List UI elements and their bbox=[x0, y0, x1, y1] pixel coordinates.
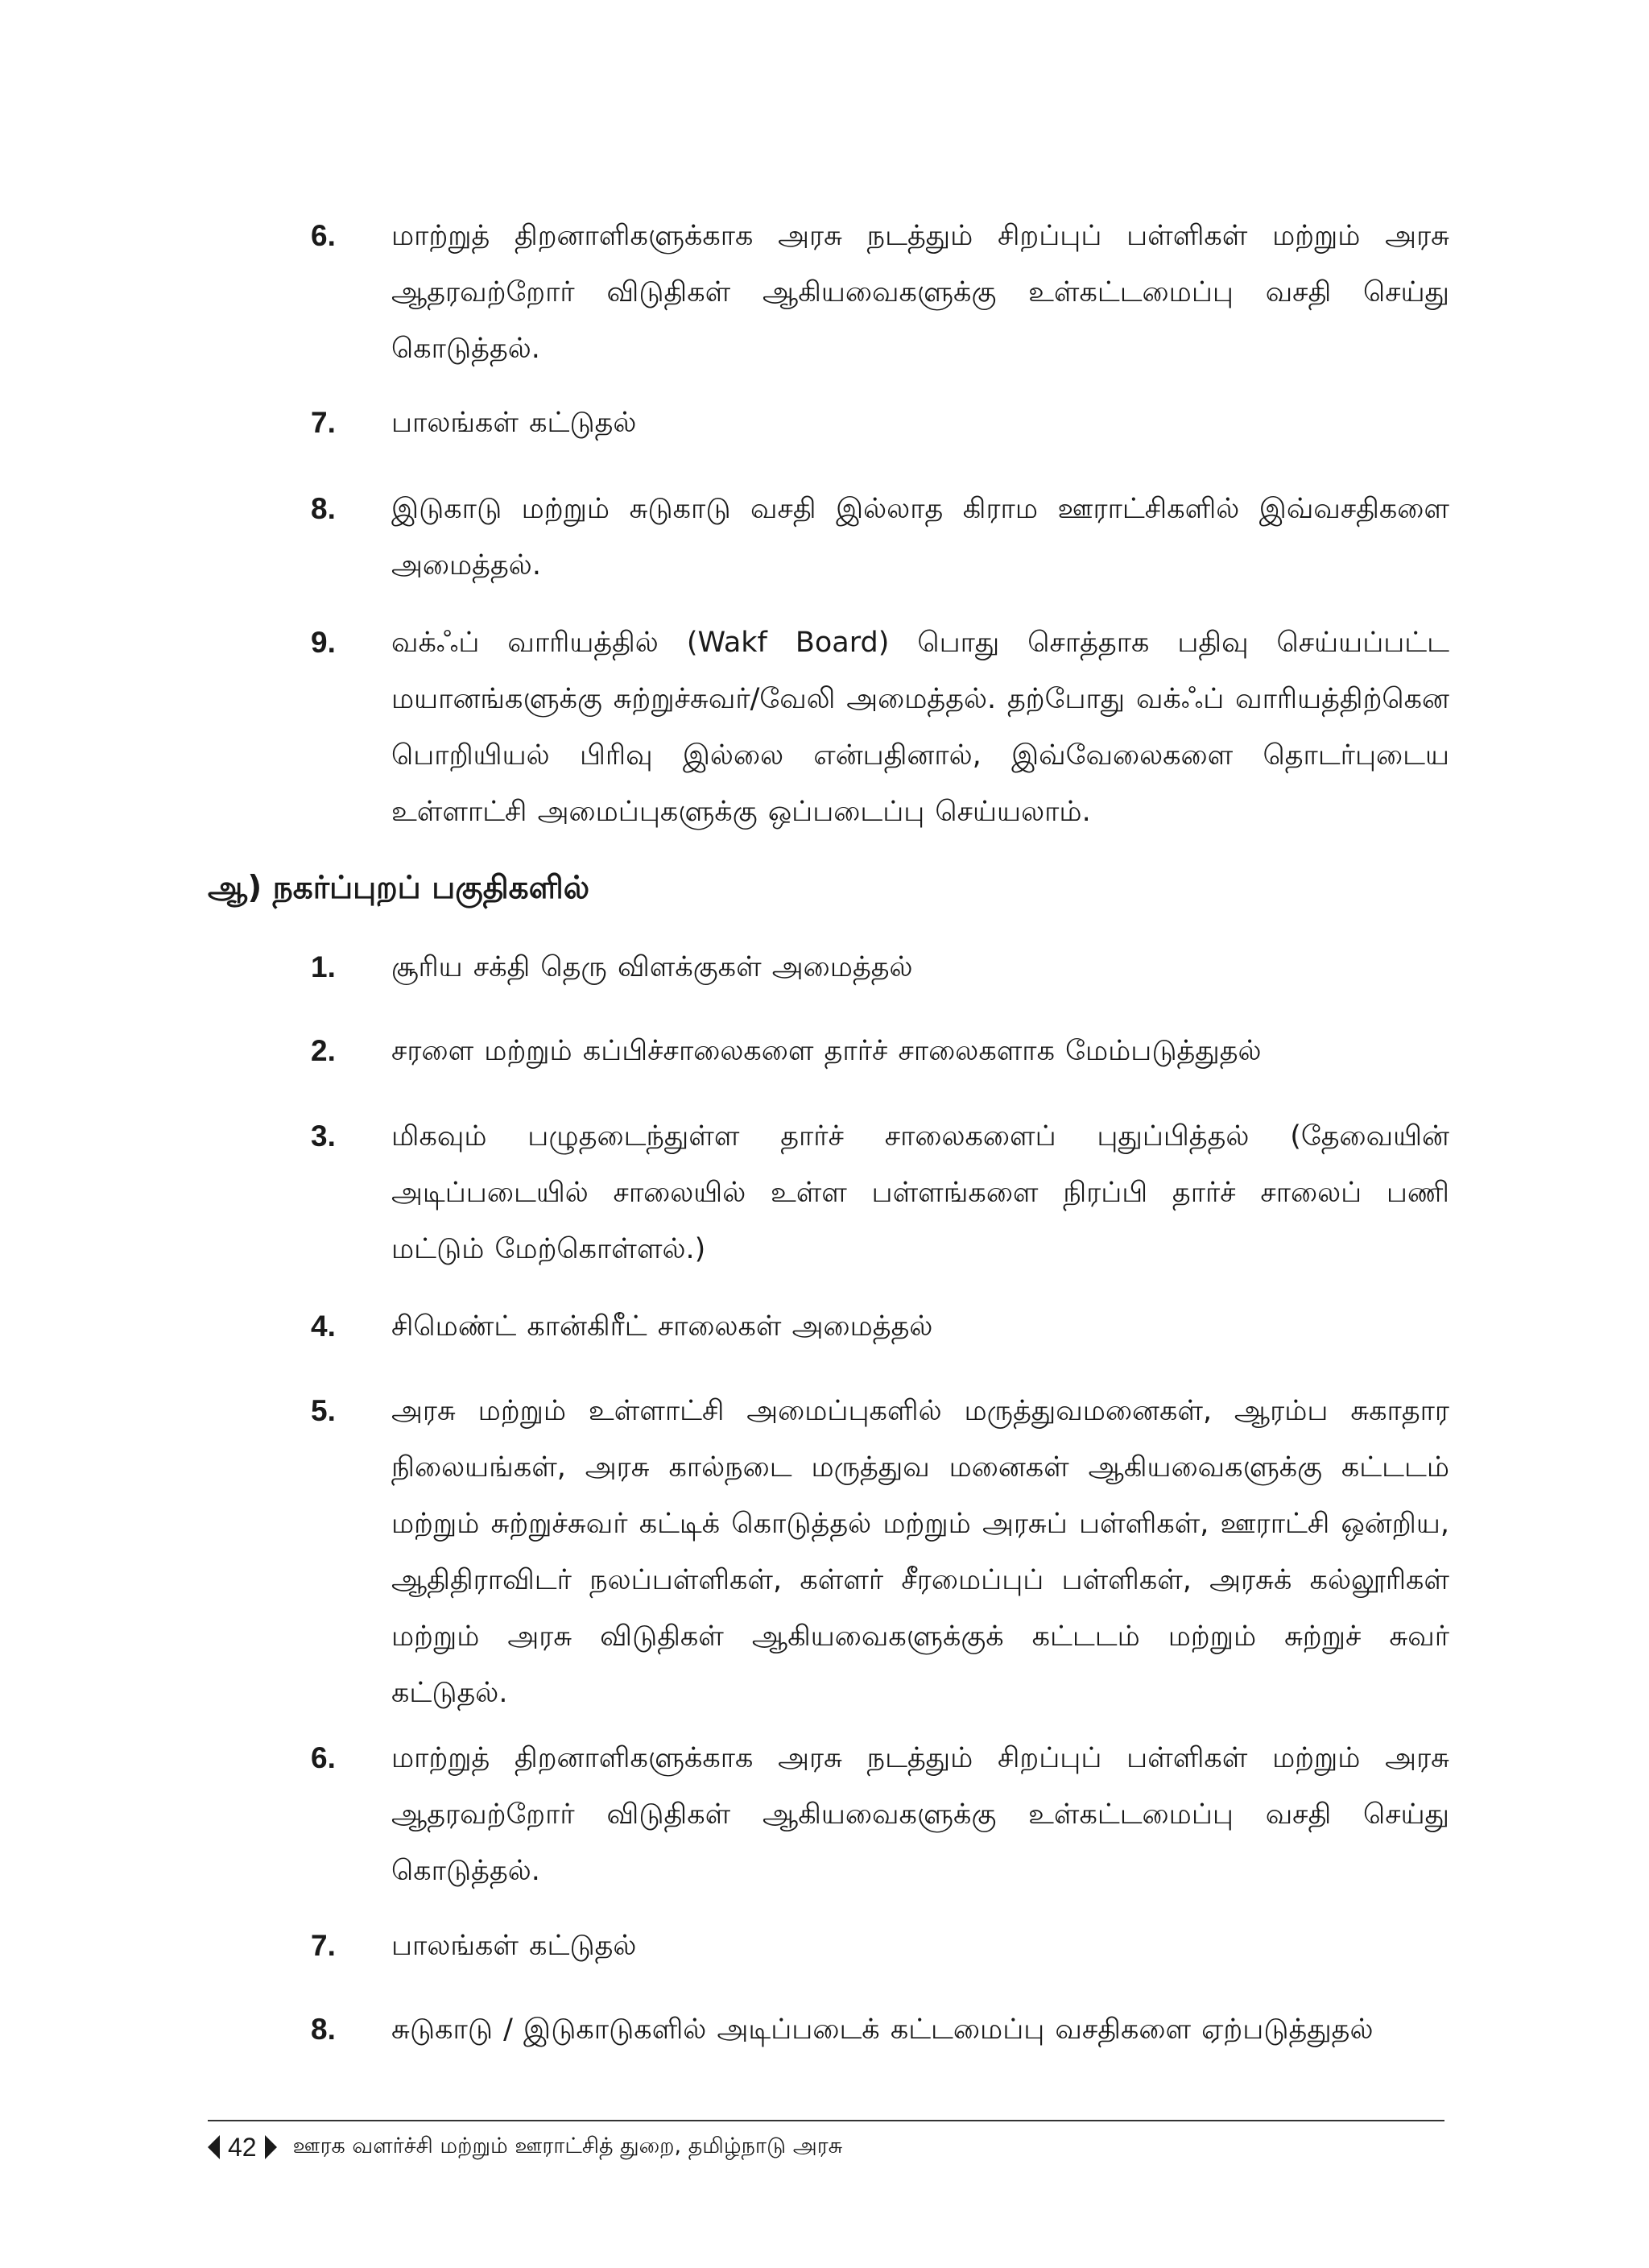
triangle-left-icon bbox=[208, 2135, 220, 2159]
item-number: 6. bbox=[311, 1741, 336, 1774]
item-text: வக்ஃப் வாரியத்தில் (Wakf Board) பொது சொத்தாக பதிவு செய்யப்பட்ட மயானங்களுக்கு சுற்றுச்சுவர்/வேலி அமைத்தல். தற்போது வக்ஃப் வாரியத்திற்கென பொறியியல் பிரிவு இல்லை என்பதினால், இவ்வேலைகளை தொடர்புடைய உள்ளாட்சி அமைப்புகளுக்கு ஒப்படைப்பு செய்யலாம். bbox=[391, 627, 1449, 828]
item-number: 9. bbox=[311, 626, 336, 659]
footer-divider bbox=[208, 2120, 1444, 2121]
item-text: சரளை மற்றும் கப்பிச்சாலைகளை தார்ச் சாலைகளாக மேம்படுத்துதல் bbox=[391, 1035, 1262, 1067]
item-number: 7. bbox=[311, 1929, 336, 1962]
item-text: அரசு மற்றும் உள்ளாட்சி அமைப்புகளில் மருத்துவமனைகள், ஆரம்ப சுகாதார நிலையங்கள், அரசு கால்நடை மருத்துவ மனைகள் ஆகியவைகளுக்கு கட்டடம் மற்றும் சுற்றுச்சுவர் கட்டிக் கொடுத்தல் மற்றும் அரசுப் பள்ளிகள், ஊராட்சி ஒன்றிய, ஆதிதிராவிடர் நலப்பள்ளிகள், கள்ளர் சீரமைப்புப் பள்ளிகள், அரசுக் கல்லூரிகள் மற்றும் அரசு விடுதிகள் ஆகியவைகளுக்குக் கட்டடம் மற்றும் சுற்றுச் சுவர் கட்டுதல். bbox=[391, 1395, 1449, 1709]
section-heading: ஆ) நகர்ப்புறப் பகுதிகளில் bbox=[208, 870, 590, 906]
item-number: 8. bbox=[311, 492, 336, 525]
triangle-right-icon bbox=[265, 2135, 277, 2159]
item-number: 1. bbox=[311, 950, 336, 983]
item-number: 6. bbox=[311, 219, 336, 252]
item-text: சிமெண்ட் கான்கிரீட் சாலைகள் அமைத்தல் bbox=[391, 1310, 933, 1343]
item-number: 2. bbox=[311, 1034, 336, 1067]
item-number: 4. bbox=[311, 1310, 336, 1343]
page-footer bbox=[208, 2128, 842, 2167]
item-text: இடுகாடு மற்றும் சுடுகாடு வசதி இல்லாத கிராம ஊராட்சிகளில் இவ்வசதிகளை அமைத்தல். bbox=[391, 493, 1449, 581]
item-text: சுடுகாடு / இடுகாடுகளில் அடிப்படைக் கட்டமைப்பு வசதிகளை ஏற்படுத்துதல் bbox=[391, 2013, 1374, 2046]
item-number: 8. bbox=[311, 2013, 336, 2046]
item-text: சூரிய சக்தி தெரு விளக்குகள் அமைத்தல் bbox=[391, 951, 913, 983]
item-text: மிகவும் பழுதடைந்துள்ள தார்ச் சாலைகளைப் புதுப்பித்தல் (தேவையின் அடிப்படையில் சாலையில் உள்ள பள்ளங்களை நிரப்பி தார்ச் சாலைப் பணி மட்டும் மேற்கொள்ளல்.) bbox=[391, 1120, 1449, 1265]
item-number: 5. bbox=[311, 1394, 336, 1427]
item-text: பாலங்கள் கட்டுதல் bbox=[391, 407, 637, 439]
item-text: மாற்றுத் திறனாளிகளுக்காக அரசு நடத்தும் சிறப்புப் பள்ளிகள் மற்றும் அரசு ஆதரவற்றோர் விடுதிகள் ஆகியவைகளுக்கு உள்கட்டமைப்பு வசதி செய்து கொடுத்தல். bbox=[391, 220, 1449, 365]
item-text: மாற்றுத் திறனாளிகளுக்காக அரசு நடத்தும் சிறப்புப் பள்ளிகள் மற்றும் அரசு ஆதரவற்றோர் விடுதிகள் ஆகியவைகளுக்கு உள்கட்டமைப்பு வசதி செய்து கொடுத்தல். bbox=[391, 1742, 1449, 1887]
page-number: 42 bbox=[228, 2132, 257, 2162]
footer-department: ஊரக வளர்ச்சி மற்றும் ஊராட்சித் துறை, தமிழ்நாடு அரசு bbox=[292, 2133, 843, 2158]
item-text: பாலங்கள் கட்டுதல் bbox=[391, 1930, 637, 1962]
item-number: 7. bbox=[311, 406, 336, 439]
item-number: 3. bbox=[311, 1120, 336, 1153]
